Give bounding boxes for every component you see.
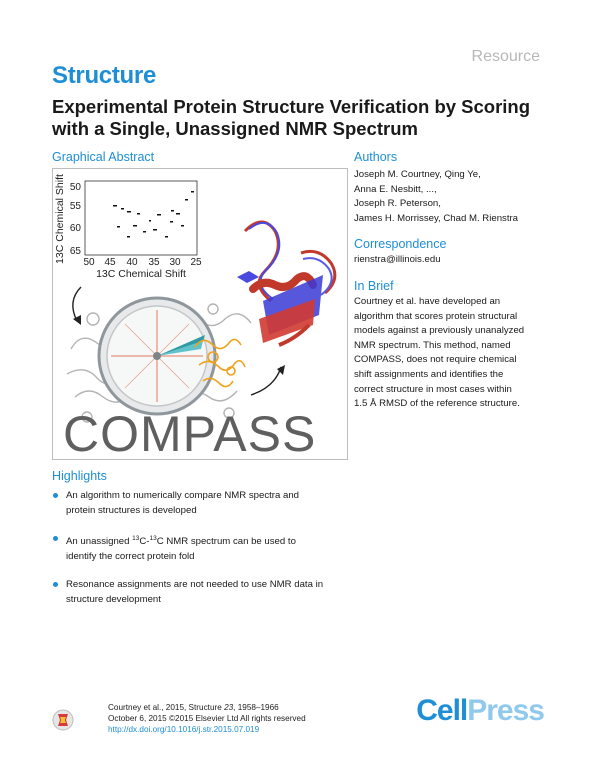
doi-link[interactable]: http://dx.doi.org/10.1016/j.str.2015.07.019	[108, 725, 260, 734]
y-tick-label: 55	[69, 201, 81, 212]
author-line: James H. Morrissey, Chad M. Rienstra	[354, 212, 519, 224]
x-tick-label: 40	[126, 257, 138, 268]
highlight-line: structure development	[66, 594, 161, 606]
in-brief-line: models against a previously unanalyzed	[354, 325, 525, 337]
highlight-line: An unassigned $^{13}$C-$^{13}$C NMR spectrum can be used to	[66, 535, 296, 548]
spectrum-peaks	[113, 191, 194, 238]
highlights-list	[52, 488, 352, 620]
highlight-line: identify the correct protein fold	[66, 551, 195, 563]
x-tick-label: 25	[190, 257, 202, 268]
highlight-line: protein structures is developed	[66, 505, 197, 516]
in-brief-heading: In Brief	[354, 279, 394, 293]
correspondence-email[interactable]: rienstra@illinois.edu	[354, 254, 441, 265]
x-tick-label: 50	[83, 257, 95, 268]
x-tick-label: 30	[169, 257, 181, 268]
highlight-line: Resonance assignments are not needed to use NMR data in	[66, 579, 324, 591]
correspondence-heading: Correspondence	[354, 237, 447, 251]
in-brief-line: algorithm that scores protein structural	[354, 310, 518, 322]
graphical-abstract-illustration	[53, 169, 347, 459]
in-brief-line: Courtney et al. have developed an	[354, 296, 501, 307]
author-line: Joseph M. Courtney, Qing Ye,	[354, 169, 481, 180]
article-title: Experimental Protein Structure Verification by Scoring with a Single, Unassigned NMR Spectrum	[52, 96, 531, 139]
ribbon-protein	[237, 222, 335, 345]
in-brief-text	[354, 295, 554, 412]
x-tick-label: 45	[104, 257, 116, 268]
in-brief-line: correct structure in most cases within	[354, 383, 512, 395]
graphical-abstract	[52, 168, 348, 460]
in-brief-line: COMPASS, does not require chemical	[354, 354, 517, 366]
x-axis-label: 13C Chemical Shift	[96, 268, 186, 280]
authors-list	[354, 168, 554, 226]
citation-block	[108, 702, 306, 735]
authors-heading: Authors	[354, 150, 398, 164]
in-brief-line: shift assignments and identifies the	[354, 368, 504, 380]
publication-date: October 6, 2015 ©2015 Elsevier Ltd All rights reserved	[108, 714, 306, 723]
crossmark-icon[interactable]	[52, 709, 74, 731]
highlight-line: An algorithm to numerically compare NMR spectra and	[66, 490, 300, 501]
y-tick-label: 60	[69, 223, 81, 234]
in-brief-line: 1.5 Å RMSD of the reference structure.	[354, 398, 520, 410]
y-tick-label: 50	[69, 182, 81, 193]
citation: Courtney et al., 2015, Structure 23, 1958–1966	[108, 703, 279, 712]
cellpress-logo: CellPress	[416, 694, 544, 727]
compass-word: COMPASS	[63, 406, 317, 459]
compass-icon	[99, 298, 215, 414]
x-tick-label: 35	[148, 257, 160, 268]
spectrum-plot-frame	[85, 181, 197, 255]
in-brief-line: NMR spectrum. This method, named	[354, 339, 511, 351]
highlight-item	[52, 488, 352, 518]
author-line: Joseph R. Peterson,	[354, 198, 441, 210]
journal-name: Structure	[52, 62, 156, 89]
highlight-item	[52, 577, 352, 607]
y-tick-label: 65	[69, 246, 81, 257]
y-axis-label: 13C Chemical Shift	[54, 174, 66, 264]
graphical-abstract-heading: Graphical Abstract	[52, 150, 155, 164]
resource-label: Resource	[471, 48, 540, 65]
highlight-item	[52, 531, 352, 564]
author-line: Anna E. Nesbitt, ...,	[354, 183, 437, 195]
highlights-heading: Highlights	[52, 469, 107, 483]
